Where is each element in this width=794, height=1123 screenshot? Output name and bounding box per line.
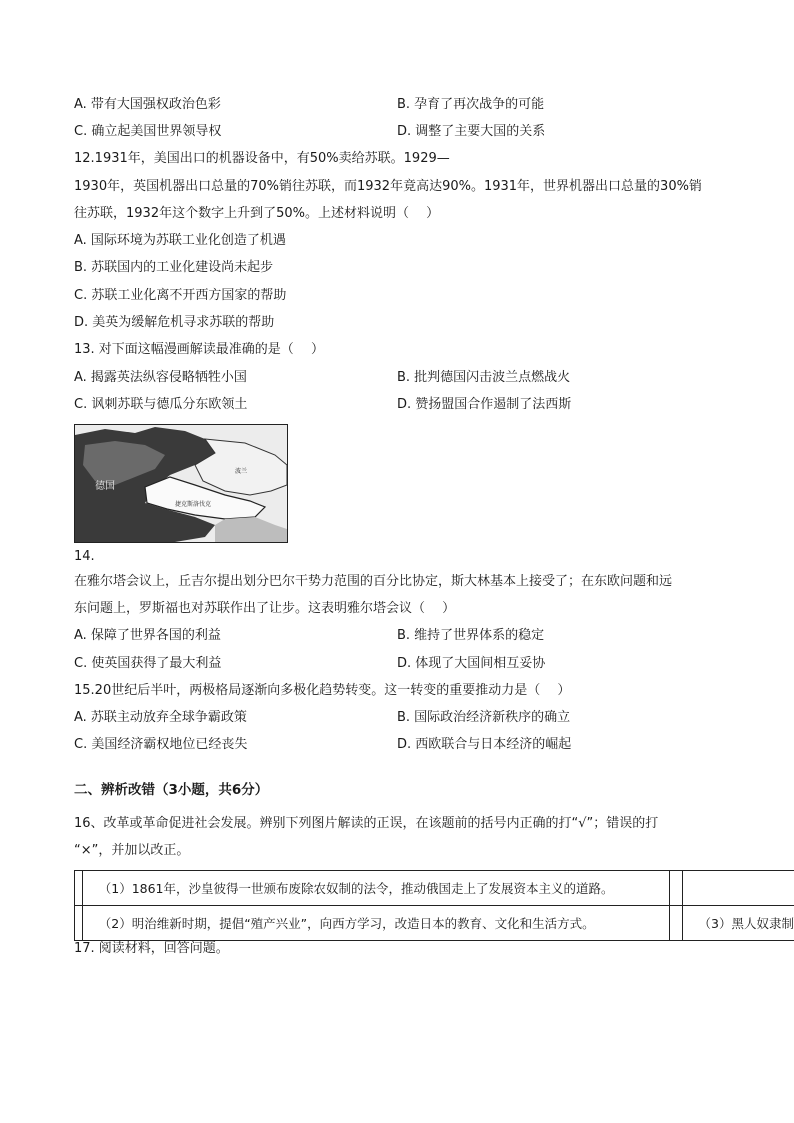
q16-stem-line1: 16、改革或革命促进社会发展。辨别下列图片解读的正误，在该题前的括号内正确的打“√”；错误的打 xyxy=(74,816,659,831)
q14-option-a: A. 保障了世界各国的利益 xyxy=(74,628,221,643)
q13-option-b: B. 批判德国闪击波兰点燃战火 xyxy=(397,370,571,385)
table-row xyxy=(75,871,794,906)
q15-option-d: D. 西欧联合与日本经济的崛起 xyxy=(397,737,572,752)
q17-stem: 17. 阅读材料，回答问题。 xyxy=(74,941,229,956)
table-cell-blank xyxy=(682,871,794,906)
q12-option-d: D. 美英为缓解危机寻求苏联的帮助 xyxy=(74,315,275,330)
table-row xyxy=(75,906,794,941)
q16-stem-line2: “×”，并加以改正。 xyxy=(74,843,190,858)
q15-stem: 15.20世纪后半叶，两极格局逐渐向多极化趋势转变。这一转变的重要推动力是（ ） xyxy=(74,683,571,698)
table-cell-blank xyxy=(75,871,83,906)
map-label-czech: 捷克斯洛伐克 xyxy=(175,501,212,508)
section-title: 二、辨析改错（3小题，共6分） xyxy=(74,782,269,798)
map-label-germany: 德国 xyxy=(95,481,115,492)
q13-stem: 13. 对下面这幅漫画解读最准确的是（ ） xyxy=(74,342,324,357)
q13-option-a: A. 揭露英法纵容侵略牺牲小国 xyxy=(74,370,247,385)
table-cell-blank xyxy=(669,871,682,906)
q14-number: 14. xyxy=(74,549,95,564)
q12-stem-line2: 1930年，英国机器出口总量的70%销往苏联，而1932年竟高达90%。1931年，世界机器出口总量的30%销 xyxy=(74,179,702,194)
q14-option-c: C. 使英国获得了最大利益 xyxy=(74,656,222,671)
q11-option-d: D. 调整了主要大国的关系 xyxy=(397,124,546,139)
table-cell-statement: （1）1861年，沙皇彼得一世颁布废除农奴制的法令，推动俄国走上了发展资本主义的道路。 xyxy=(82,871,669,906)
q12-stem-line1: 12.1931年，美国出口的机器设备中，有50%卖给苏联。1929— xyxy=(74,151,450,166)
table-cell-statement: （3）黑人奴隶制 xyxy=(682,906,794,941)
q13-option-d: D. 赞扬盟国合作遏制了法西斯 xyxy=(397,397,572,412)
q11-option-b: B. 孕育了再次战争的可能 xyxy=(397,97,545,112)
q13-option-c: C. 讽刺苏联与德瓜分东欧领土 xyxy=(74,397,248,412)
judgement-table xyxy=(74,870,794,941)
q14-stem-line2: 东问题上，罗斯福也对苏联作出了让步。这表明雅尔塔会议（ ） xyxy=(74,601,456,616)
q14-stem-line1: 在雅尔塔会议上，丘吉尔提出划分巴尔干势力范围的百分比协定，斯大林基本上接受了；在东欧问题和远 xyxy=(74,574,673,589)
cartoon-map xyxy=(74,424,288,543)
q12-stem-line3: 往苏联，1932年这个数字上升到了50%。上述材料说明（ ） xyxy=(74,206,440,221)
q12-option-a: A. 国际环境为苏联工业化创造了机遇 xyxy=(74,233,286,248)
q15-option-a: A. 苏联主动放弃全球争霸政策 xyxy=(74,710,247,725)
q15-option-c: C. 美国经济霸权地位已经丧失 xyxy=(74,737,248,752)
q11-option-a: A. 带有大国强权政治色彩 xyxy=(74,97,221,112)
q14-option-d: D. 体现了大国间相互妥协 xyxy=(397,656,546,671)
q11-option-c: C. 确立起美国世界领导权 xyxy=(74,124,222,139)
map-illustration xyxy=(75,425,287,542)
q14-option-b: B. 维持了世界体系的稳定 xyxy=(397,628,545,643)
q12-option-b: B. 苏联国内的工业化建设尚未起步 xyxy=(74,260,274,275)
q15-option-b: B. 国际政治经济新秩序的确立 xyxy=(397,710,571,725)
table-cell-blank xyxy=(669,906,682,941)
table-cell-statement: （2）明治维新时期，提倡“殖产兴业”，向西方学习，改造日本的教育、文化和生活方式。 xyxy=(82,906,669,941)
table-cell-blank xyxy=(75,906,83,941)
q12-option-c: C. 苏联工业化离不开西方国家的帮助 xyxy=(74,288,287,303)
map-label-poland: 波兰 xyxy=(235,468,248,475)
